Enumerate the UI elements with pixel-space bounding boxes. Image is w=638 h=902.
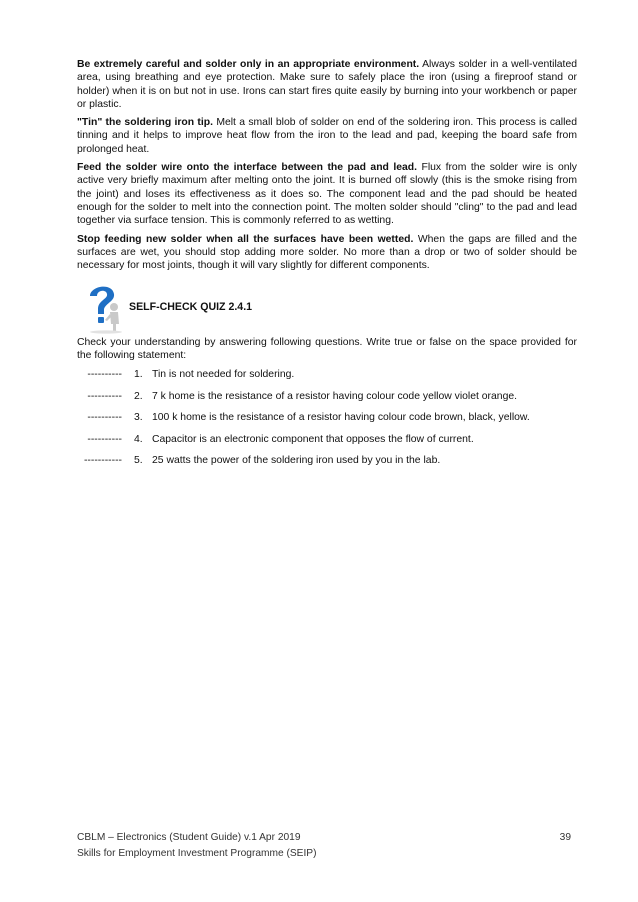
- item-number: 1.: [134, 369, 143, 380]
- paragraph-tin-tip: [77, 116, 577, 156]
- quiz-item: [56, 391, 576, 413]
- paragraph-heading: Be extremely careful and solder only in an appropriate environment.: [77, 59, 420, 70]
- item-number: 2.: [134, 390, 143, 402]
- answer-blank[interactable]: ----------: [87, 412, 122, 423]
- page-number: 39: [559, 832, 571, 843]
- quiz-list: [56, 369, 576, 477]
- quiz-item: [56, 412, 576, 434]
- quiz-instructions: Check your understanding by answering following questions. Write true or false on the space provided for the following statement:: [77, 337, 577, 362]
- paragraph-body: Flux from the solder wire is only active very briefly maximum after melting onto the joint. It is burned off slowly (this is the smoke rising from the joint) and loses its effectiveness as it does so. The component lead and the pad should be heated enough for the solder to melt into the connection point. The molten solder should "cling" to the pad and lead together via surface tension. This is commonly referred to as wetting.: [77, 162, 578, 227]
- paragraph-heading: Feed the solder wire onto the interface between the pad and lead.: [77, 162, 418, 174]
- paragraph-stop-feeding: [77, 233, 577, 273]
- quiz-header: [84, 282, 584, 334]
- quiz-item: [56, 369, 576, 391]
- quiz-item: [56, 455, 576, 477]
- paragraph-body: Always solder in a well-ventilated area, using breathing and eye protection. Make sure to safely place the iron (using a fireproof stand or holder) when it is on but not in use. Irons can start fires quite easily by burning into your workbench or paper or plastic.: [77, 59, 577, 110]
- paragraph-body: Melt a small blob of solder on end of the soldering iron. This process is called tinning and it helps to improve heat flow from the iron to the lead and pad, keeping the board safe from prolonged heat.: [77, 117, 577, 155]
- main-text: [77, 58, 577, 277]
- answer-blank[interactable]: ----------: [87, 369, 122, 380]
- paragraph-feed-solder: [77, 161, 577, 227]
- item-number: 4.: [134, 433, 143, 445]
- item-number: 5.: [134, 455, 143, 466]
- footer-programme: Skills for Employment Investment Programme (SEIP): [77, 847, 317, 859]
- quiz-title: SELF-CHECK QUIZ 2.4.1: [129, 301, 253, 313]
- answer-blank[interactable]: ----------: [87, 433, 122, 445]
- answer-blank[interactable]: -----------: [83, 455, 122, 466]
- paragraph-body: When the gaps are filled and the surfaces are wet, you should stop adding more solder. No more than a drop or two of solder should be necessary for most joints, though it will vary slightly for different components.: [77, 233, 577, 272]
- item-statement: Tin is not needed for soldering.: [152, 369, 295, 380]
- question-mark-figure-icon: [84, 282, 126, 334]
- quiz-item: [56, 434, 576, 456]
- item-statement: Capacitor is an electronic component that opposes the flow of current.: [152, 433, 474, 445]
- item-number: 3.: [134, 412, 143, 423]
- paragraph-heading: Stop feeding new solder when all the surfaces have been wetted.: [77, 233, 414, 245]
- item-statement: 100 k home is the resistance of a resistor having colour code brown, black, yellow.: [152, 412, 530, 423]
- answer-blank[interactable]: ----------: [87, 390, 122, 402]
- item-statement: 25 watts the power of the soldering iron used by you in the lab.: [152, 455, 441, 466]
- footer-document-title: CBLM – Electronics (Student Guide) v.1 Apr 2019: [77, 832, 301, 843]
- paragraph-heading: "Tin" the soldering iron tip.: [77, 117, 214, 129]
- item-statement: 7 k home is the resistance of a resistor having colour code yellow violet orange.: [152, 390, 518, 402]
- page-footer: [77, 830, 571, 861]
- paragraph-environment: [77, 58, 577, 111]
